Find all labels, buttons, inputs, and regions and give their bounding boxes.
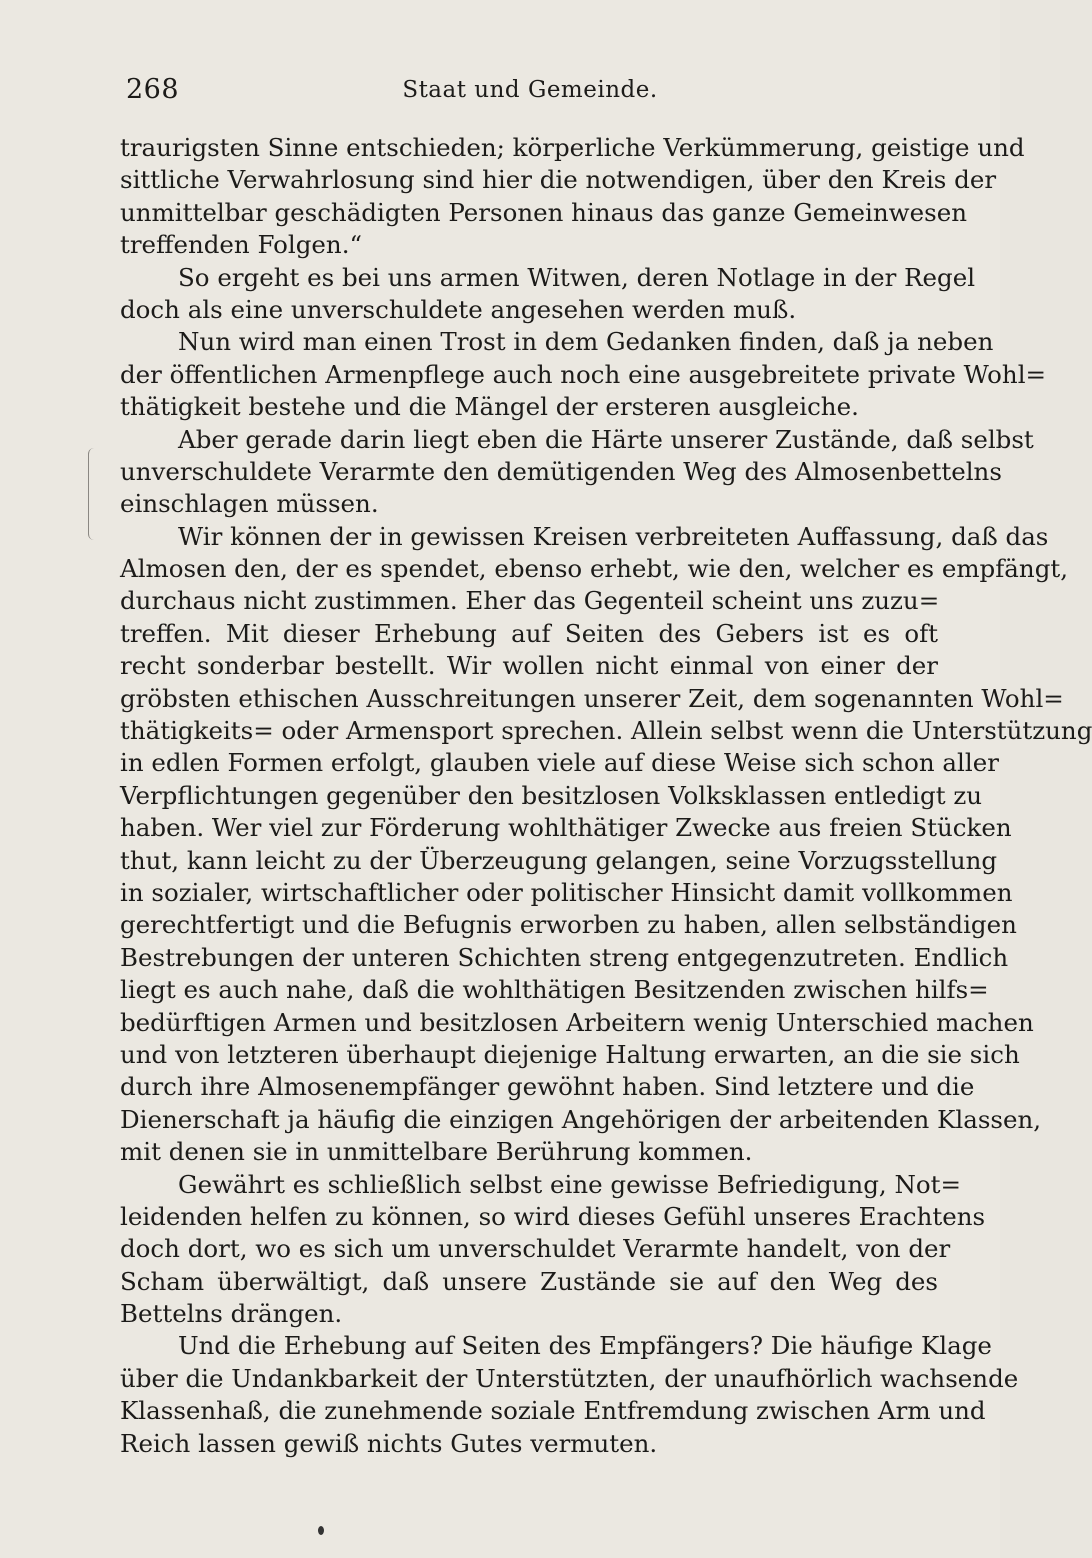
text-line: liegt es auch nahe, daß die wohlthätigen Besitzenden zwischen hilfs= [120,975,989,1005]
text-line: über die Undankbarkeit der Unterstützten, der unaufhörlich wachsende [120,1363,1019,1393]
text-line: der öffentlichen Armenpflege auch noch eine ausgebreitete private Wohl= [120,359,1047,389]
text-line: Almosen den, der es spendet, ebenso erhebt, wie den, welcher es empfängt, [120,554,1069,584]
text-line: doch als eine unverschuldete angesehen werden muß. [120,294,797,324]
page-header [120,74,940,106]
text-line: doch dort, wo es sich um unverschuldet Verarmte handelt, von der [120,1234,951,1264]
text-line: Gewährt es schließlich selbst eine gewisse Befriedigung, Not= [178,1169,962,1199]
text-line: Bettelns drängen. [120,1299,343,1329]
text-line: Nun wird man einen Trost in dem Gedanken finden, daß ja neben [178,327,994,357]
text-line: thut, kann leicht zu der Überzeugung gelangen, seine Vorzugsstellung [120,845,998,875]
text-line: Verpflichtungen gegenüber den besitzlosen Volksklassen entledigt zu [120,780,983,810]
text-line: durchaus nicht zustimmen. Eher das Gegenteil scheint uns zuzu= [120,586,940,616]
text-line: sittliche Verwahrlosung sind hier die notwendigen, über den Kreis der [120,165,997,195]
text-line: traurigsten Sinne entschieden; körperliche Verkümmerung, geistige und [120,133,1025,162]
text-line: durch ihre Almosenempfänger gewöhnt haben. Sind letztere und die [120,1072,975,1102]
text-line: Und die Erhebung auf Seiten des Empfängers? Die häufige Klage [178,1331,992,1361]
text-line: Bestrebungen der unteren Schichten streng entgegenzutreten. Endlich [120,942,1009,972]
body-text [120,132,1092,1460]
text-line: unverschuldete Verarmte den demütigenden Weg des Almosenbettelns [120,456,1002,486]
text-line: thätigkeit bestehe und die Mängel der ersteren ausgleiche. [120,392,859,422]
text-line: Wir können der in gewissen Kreisen verbreiteten Auffassung, daß das [178,521,1049,551]
text-line: unmittelbar geschädigten Personen hinaus das ganze Gemeinwesen [120,197,967,227]
text-line: bedürftigen Armen und besitzlosen Arbeitern wenig Unterschied machen [120,1007,1034,1037]
text-line: Reich lassen gewiß nichts Gutes vermuten. [120,1428,658,1458]
text-line: gröbsten ethischen Ausschreitungen unserer Zeit, dem sogenannten Wohl= [120,683,1064,713]
text-line: leidenden helfen zu können, so wird dieses Gefühl unseres Erachtens [120,1201,986,1231]
text-line: Dienerschaft ja häufig die einzigen Angehörigen der arbeitenden Klassen, [120,1104,1042,1134]
ink-spot [318,1526,324,1535]
text-line: treffen. Mit dieser Erhebung auf Seiten des Gebers ist es oft [120,618,938,648]
text-line: gerechtfertigt und die Befugnis erworben zu haben, allen selbständigen [120,910,1017,940]
text-line: in sozialer, wirtschaftlicher oder politischer Hinsicht damit vollkommen [120,877,1013,907]
text-line: mit denen sie in unmittelbare Berührung kommen. [120,1137,753,1167]
page-number: 268 [126,74,180,105]
text-line: treffenden Folgen.“ [120,230,363,260]
running-title: Staat und Gemeinde. [402,77,658,103]
text-line: Scham überwältigt, daß unsere Zustände sie auf den Weg des [120,1266,938,1296]
text-line: Klassenhaß, die zunehmende soziale Entfremdung zwischen Arm und [120,1396,986,1426]
text-line: einschlagen müssen. [120,489,379,519]
text-line: So ergeht es bei uns armen Witwen, deren Notlage in der Regel [178,262,976,292]
margin-pencil-mark [88,448,95,540]
text-line: in edlen Formen erfolgt, glauben viele auf diese Weise sich schon aller [120,748,999,778]
text-line: thätigkeits= oder Armensport sprechen. Allein selbst wenn die Unterstützung [120,716,1092,746]
text-line: und von letzteren überhaupt diejenige Haltung erwarten, an die sie sich [120,1039,1020,1069]
text-line: Aber gerade darin liegt eben die Härte unserer Zustände, daß selbst [178,424,1034,454]
text-line: recht sonderbar bestellt. Wir wollen nicht einmal von einer der [120,651,938,681]
text-line: haben. Wer viel zur Förderung wohlthätiger Zwecke aus freien Stücken [120,813,1012,843]
